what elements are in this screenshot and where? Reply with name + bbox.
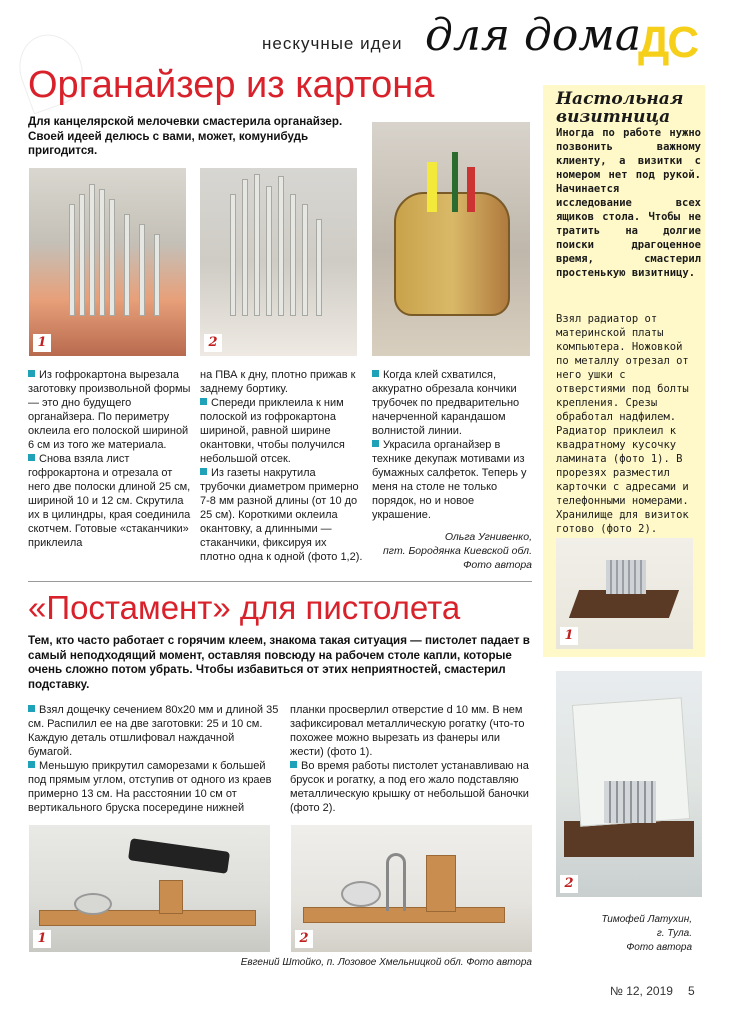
article1-column-3 xyxy=(372,368,532,572)
photo-number: 1 xyxy=(33,334,51,352)
photo-number: 1 xyxy=(560,627,578,645)
article2-caption: Евгений Штойко, п. Лозовое Хмельницкой обл. Фото автора xyxy=(240,957,532,968)
organizer-photo-1 xyxy=(29,168,186,356)
article2-column-2 xyxy=(290,703,533,815)
paragraph: Снова взяла лист гофрокартона и отрезала от него две полоски длиной 25 см, шириной 10 и 12 см. Скрутила их в цилиндры, края соединила скотчем. Готовые «стаканчики» приклеила xyxy=(28,453,191,549)
sidebar-body: Взял радиатор от материнской платы компьютера. Ножовкой по металлу отрезал от него ушки с отверстиями под болты крепления. Срезы обработал надфилем. Радиатор приклеил к квадратному кусочку ламината (фото 1). В прорезях разместил карточки с адресами и телефонными номерами. Хранилище для визиток готово (фото 2). xyxy=(556,313,689,535)
article1-column-2 xyxy=(200,368,363,564)
paragraph: Украсила органайзер в технике декупаж мотивами из бумажных салфеток. Теперь у меня на столе не только порядок, но и новое украшение. xyxy=(372,439,527,521)
sidebar-intro: Иногда по работе нужно позвонить важному клиенту, а визитки с номером нет под рукой. Начинается исследование всех ящиков стола. Чтобы не тратить на долгие поиски драгоценное время, смастерил простенькую визитницу. xyxy=(556,127,701,279)
author-name: Ольга Угнивенко, xyxy=(444,531,532,543)
bullet-icon xyxy=(28,705,35,712)
photo-credit: Фото автора xyxy=(626,942,692,953)
author-place: пгт. Бородянка Киевской обл. xyxy=(383,545,532,557)
photo-number: 2 xyxy=(295,930,313,948)
article2-title: «Постамент» для пистолета xyxy=(28,589,461,626)
decoupage-organizer-photo xyxy=(372,122,530,356)
photo-number: 1 xyxy=(33,930,51,948)
bullet-icon xyxy=(290,761,297,768)
card-holder-photo-1 xyxy=(556,538,693,649)
photo-number: 2 xyxy=(560,875,578,893)
article1-intro: Для канцелярской мелочевки смастерила органайзер. Своей идеей делюсь с вами, может, комунибудь пригодится. xyxy=(28,115,343,157)
bullet-icon xyxy=(28,761,35,768)
author-name: Тимофей Латухин, xyxy=(601,914,692,925)
article1-title: Органайзер из картона xyxy=(28,64,435,106)
paragraph: планки просверлил отверстие d 10 мм. В нем зафиксировал металлическую рогатку (что-то похожее можно вырезать из фанеры или жести) (фото 1). xyxy=(290,704,525,758)
bullet-icon xyxy=(200,398,207,405)
photo-number: 2 xyxy=(204,334,222,352)
card-holder-photo-2 xyxy=(556,671,702,897)
paragraph: Из гофрокартона вырезала заготовку произвольной формы — это дно будущего органайзера. По периметру оклеила его полоской шириной 6 см из того же материала. xyxy=(28,369,191,451)
page-number: 5 xyxy=(688,984,695,998)
magazine-logo: ДС xyxy=(638,18,698,67)
bullet-icon xyxy=(200,468,207,475)
header-tagline: нескучные идеи xyxy=(262,34,403,53)
bullet-icon xyxy=(372,370,379,377)
glue-gun-stand-photo-2 xyxy=(291,825,532,952)
sidebar-title: Настольная визитница xyxy=(556,89,684,127)
bullet-icon xyxy=(28,454,35,461)
header-section: для дома xyxy=(425,10,642,61)
glue-gun-stand-photo-1 xyxy=(29,825,270,952)
author-place: г. Тула. xyxy=(656,928,692,939)
paragraph: Меньшую прикрутил саморезами к большей под прямым углом, отступив от одного из краев примерно 13 см. На расстоянии 10 см от вертикального бруска посередине нижней xyxy=(28,760,272,814)
section-divider xyxy=(28,581,532,582)
bullet-icon xyxy=(28,370,35,377)
paragraph: на ПВА к дну, плотно прижав к заднему бортику. xyxy=(200,369,356,395)
paragraph: Спереди приклеила к ним полоской из гофрокартона шириной, равной ширине окантовки, чтобы получился небольшой отсек. xyxy=(200,397,345,465)
paragraph: Во время работы пистолет устанавливаю на брусок и рогатку, а под его жало подставляю металлическую крышку от небольшой баночки (фото 2). xyxy=(290,760,529,814)
paragraph: Взял дощечку сечением 80х20 мм и длиной 35 см. Распилил ее на две заготовки: 25 и 10 см. Каждую деталь отшлифовал наждачной бумагой. xyxy=(28,704,279,758)
bullet-icon xyxy=(372,440,379,447)
organizer-photo-2 xyxy=(200,168,357,356)
issue-number: № 12, 2019 xyxy=(610,984,673,998)
article2-intro: Тем, кто часто работает с горячим клеем, знакома такая ситуация — пистолет падает в самый неподходящий момент, оставляя повсюду на рабочем столе капли, которые очень сложно потом убрать. Чтобы избавиться от этих неприятностей, смастерил подставку. xyxy=(28,634,530,691)
article2-column-1 xyxy=(28,703,280,815)
photo-credit: Фото автора xyxy=(463,559,532,571)
article1-column-1 xyxy=(28,368,191,550)
sidebar-signature xyxy=(556,913,692,955)
paragraph: Когда клей схватился, аккуратно обрезала кончики трубочек по предварительно начерченной карандашом волнистой линии. xyxy=(372,369,520,437)
paragraph: Из газеты накрутила трубочки диаметром примерно 7-8 мм разной длины (от 10 до 25 см). Короткими оклеила окантовку, а длинными — стаканчики, фиксируя их плотно одна к одной (фото 1,2). xyxy=(200,467,363,563)
